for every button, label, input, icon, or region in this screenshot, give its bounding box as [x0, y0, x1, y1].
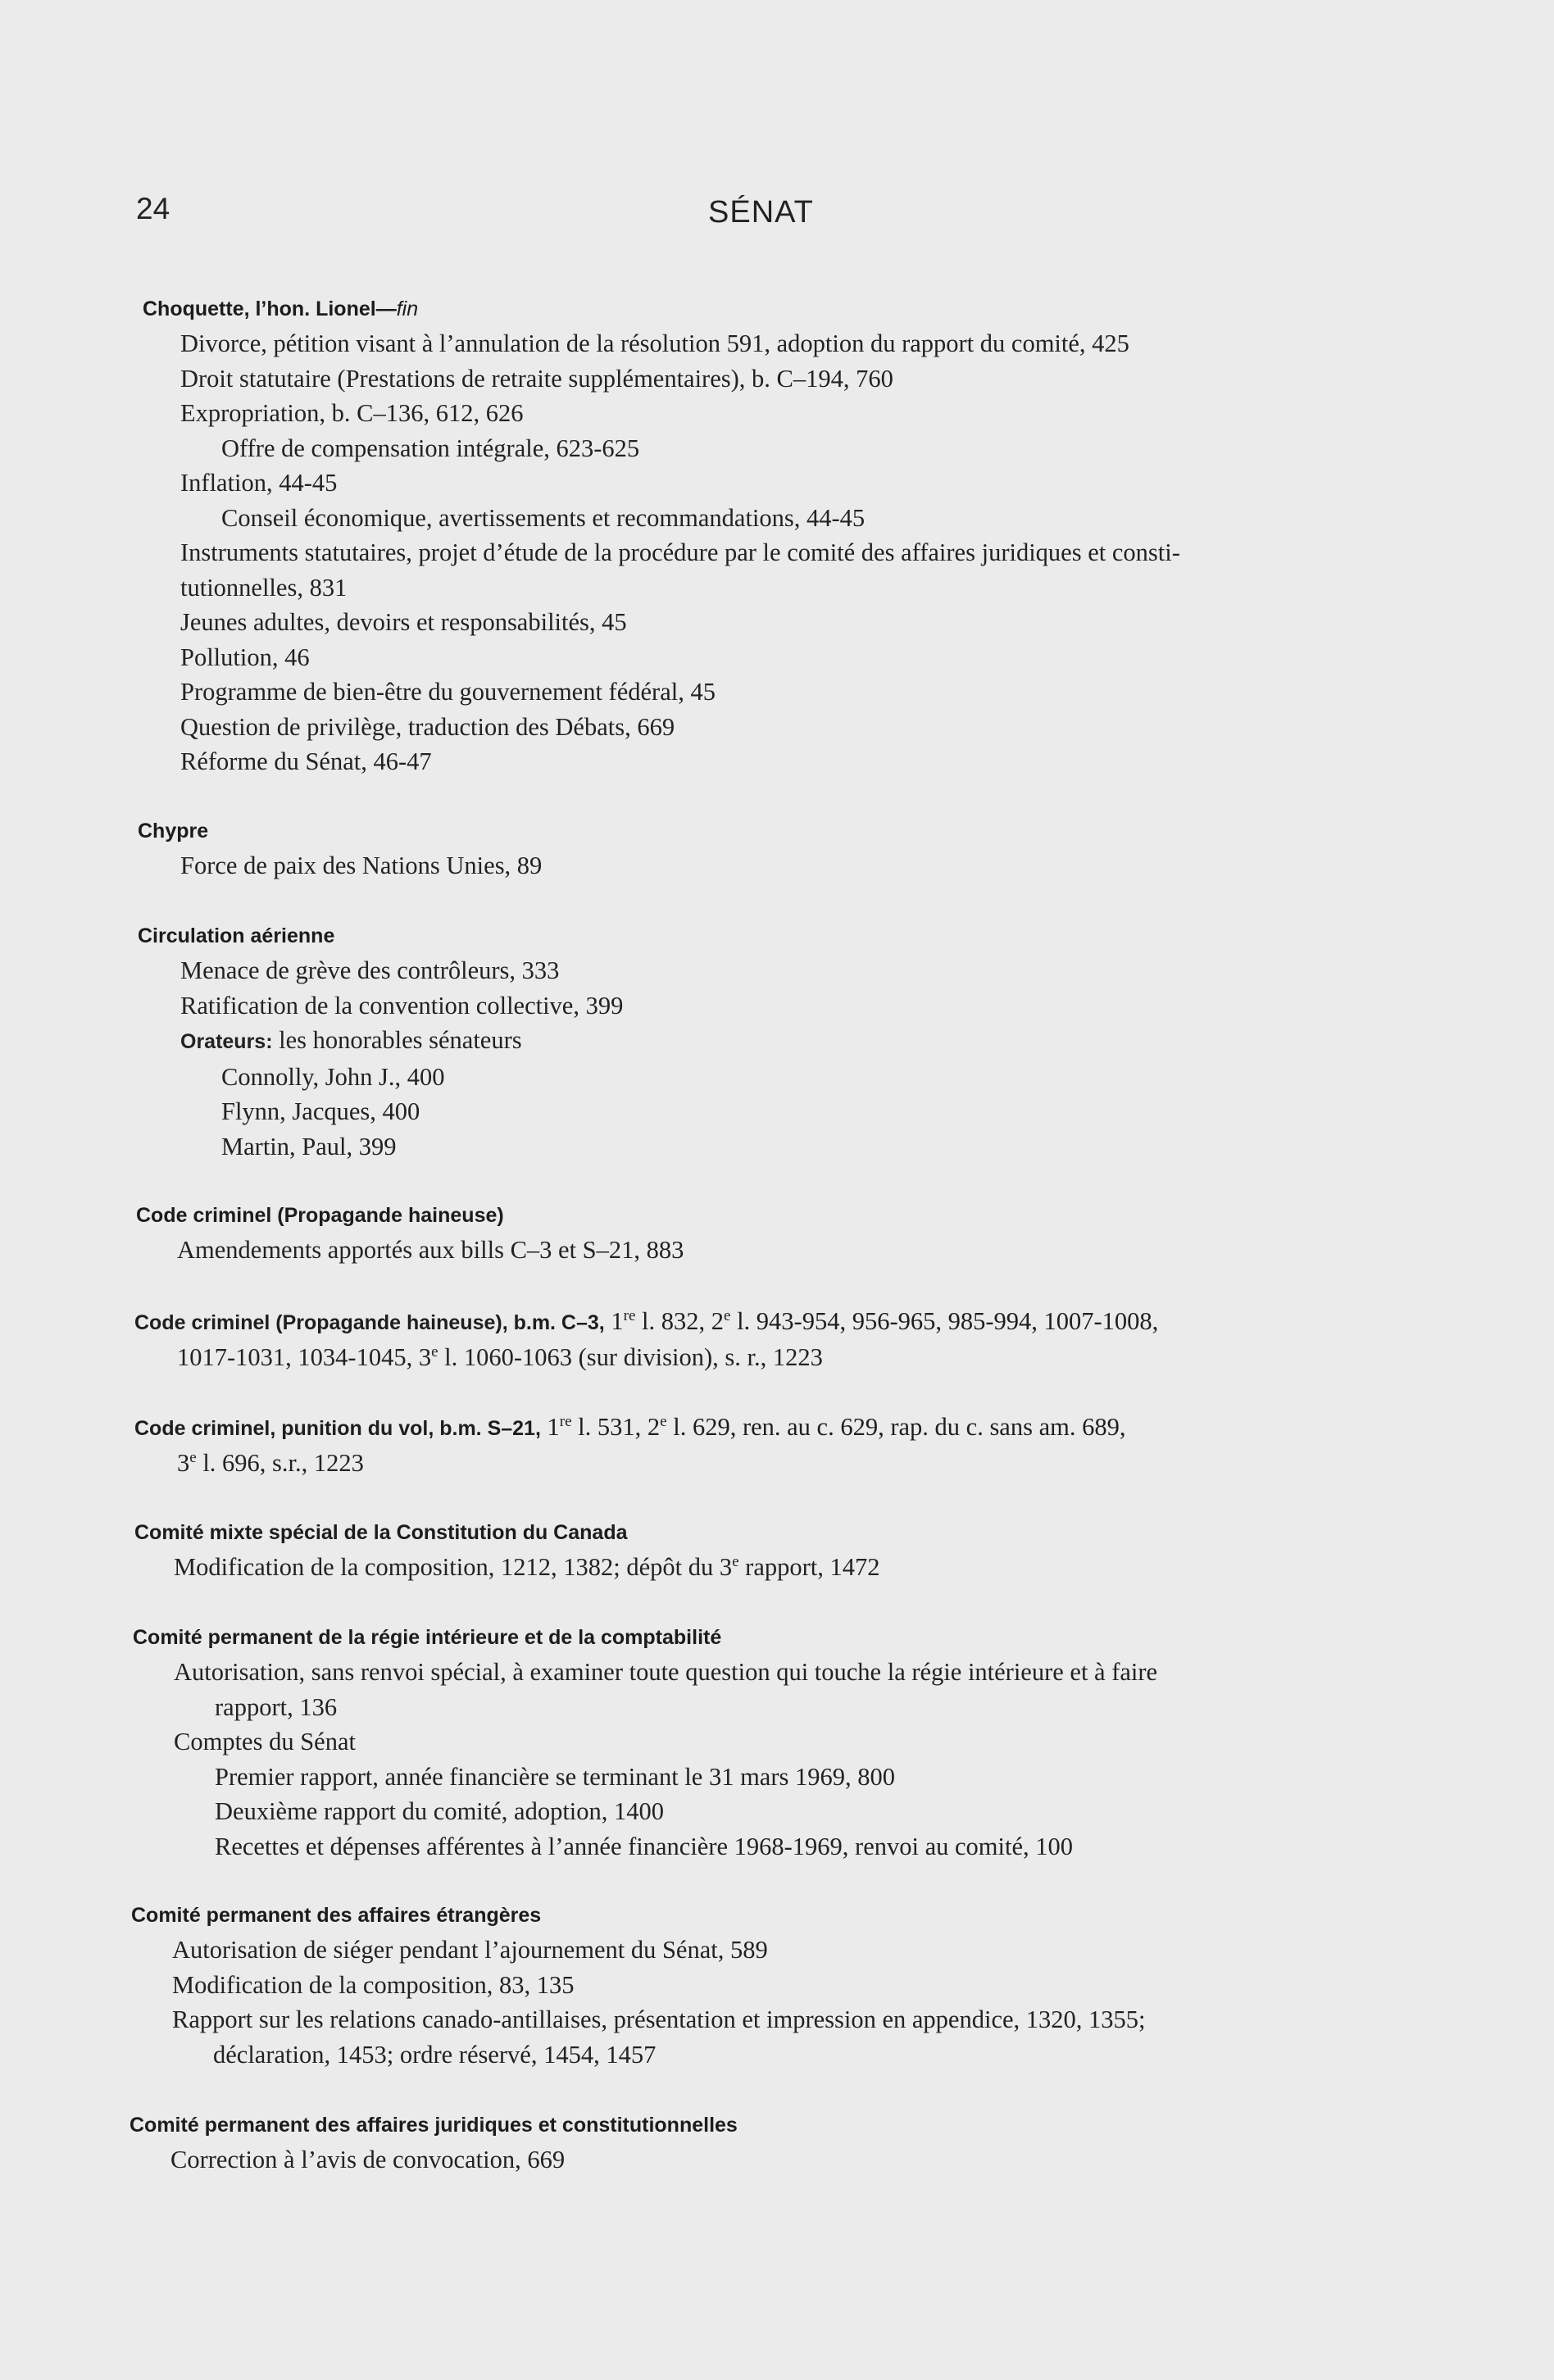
entry-heading-line: Code criminel, punition du vol, b.m. S–21, 1re l. 531, 2e l. 629, ren. au c. 629, rap. du c. sans am. 689,	[134, 1412, 1126, 1441]
subentry: Inflation, 44-45	[180, 469, 338, 497]
sub-subentry: Recettes et dépenses afférentes à l’année financière 1968-1969, renvoi au comité, 100	[215, 1832, 1074, 1860]
index-entry-comite-regie	[131, 1620, 1426, 1864]
speaker: Martin, Paul, 399	[221, 1132, 397, 1160]
index-entry-comite-mixte	[131, 1515, 1426, 1585]
subentry: Modification de la composition, 1212, 1382; dépôt du 3e rapport, 1472	[174, 1552, 880, 1581]
subentry: Jeunes adultes, devoirs et responsabilités, 45	[180, 608, 627, 636]
entry-heading: Comité mixte spécial de la Constitution du Canada	[134, 1520, 628, 1544]
index-entry-code-criminel-vol	[131, 1410, 1426, 1481]
speaker: Flynn, Jacques, 400	[221, 1097, 420, 1125]
subentry: Pollution, 46	[180, 643, 310, 671]
subentry: Divorce, pétition visant à l’annulation de la résolution 591, adoption du rapport du comité, 425	[180, 329, 1129, 357]
subentry: Modification de la composition, 83, 135	[172, 1970, 575, 1999]
index-entry-circulation	[131, 919, 1426, 1164]
subentry: Programme de bien-être du gouvernement fédéral, 45	[180, 678, 716, 706]
subentry: Expropriation, b. C–136, 612, 626	[180, 399, 524, 427]
subentry: Autorisation de siéger pendant l’ajournement du Sénat, 589	[172, 1936, 768, 1964]
sub-subentry: Conseil économique, avertissements et recommandations, 44-45	[221, 503, 866, 532]
running-title: SÉNAT	[708, 195, 814, 229]
sub-subentry: Offre de compensation intégrale, 623-625	[221, 434, 640, 462]
subentry: Autorisation, sans renvoi spécial, à examiner toute question qui touche la régie intérieure et à faire	[174, 1658, 1158, 1686]
subentry: Question de privilège, traduction des Débats, 669	[180, 712, 675, 741]
subentry-continuation: tutionnelles, 831	[180, 573, 348, 602]
subentry: Rapport sur les relations canado-antillaises, présentation et impression en appendice, 1320, 1355;	[172, 2005, 1146, 2033]
speaker: Connolly, John J., 400	[221, 1062, 445, 1091]
entry-heading: Chypre	[138, 819, 209, 843]
page-number: 24	[136, 192, 170, 225]
subentry: Force de paix des Nations Unies, 89	[180, 851, 543, 879]
subentry: Réforme du Sénat, 46-47	[180, 747, 432, 775]
sub-subentry: Deuxième rapport du comité, adoption, 1400	[215, 1797, 665, 1825]
entry-continuation: 1017-1031, 1034-1045, 3e l. 1060-1063 (sur division), s. r., 1223	[177, 1343, 823, 1371]
subentry: Comptes du Sénat	[174, 1728, 356, 1755]
entry-heading: Choquette, l’hon. Lionel—fin	[143, 298, 419, 320]
index-entry-comite-etrangeres	[131, 1898, 1426, 2072]
index-entry-comite-juridiques	[131, 2108, 1426, 2178]
entry-heading: Circulation aérienne	[138, 924, 335, 947]
subentry: Instruments statutaires, projet d’étude de la procédure par le comité des affaires juridiques et consti-	[180, 538, 1180, 566]
entry-heading: Comité permanent des affaires étrangères	[131, 1904, 542, 1927]
entry-continuation: 3e l. 696, s.r., 1223	[177, 1449, 364, 1477]
entry-heading: Comité permanent de la régie intérieure et de la comptabilité	[133, 1626, 722, 1649]
subentry-continuation: déclaration, 1453; ordre réservé, 1454, 1457	[213, 2040, 657, 2069]
orateurs-label: Orateurs:	[180, 1030, 273, 1053]
subentry: Correction à l’avis de convocation, 669	[170, 2146, 566, 2173]
entry-heading: Code criminel (Propagande haineuse)	[136, 1204, 504, 1227]
sub-subentry: Premier rapport, année financière se terminant le 31 mars 1969, 800	[215, 1762, 895, 1791]
index-body	[131, 292, 1426, 2219]
subentry: Droit statutaire (Prestations de retraite supplémentaires), b. C–194, 760	[180, 364, 893, 393]
subentry-continuation: rapport, 136	[215, 1692, 338, 1721]
entry-heading-line: Code criminel (Propagande haineuse), b.m. C–3, 1re l. 832, 2e l. 943-954, 956-965, 985-994, 1007-1008,	[134, 1306, 1159, 1335]
subentry: Amendements apportés aux bills C–3 et S–21, 883	[177, 1236, 684, 1264]
index-entry-code-criminel-bill-c3	[131, 1304, 1426, 1375]
subentry: Menace de grève des contrôleurs, 333	[180, 956, 560, 984]
entry-heading: Comité permanent des affaires juridiques et constitutionnelles	[130, 2114, 738, 2137]
index-entry-code-criminel-propagande	[131, 1198, 1426, 1268]
index-entry-chypre	[131, 814, 1426, 883]
subentry: Ratification de la convention collective, 399	[180, 991, 624, 1020]
index-entry-choquette	[131, 292, 1426, 779]
orateurs-line: Orateurs: les honorables sénateurs	[180, 1026, 522, 1054]
